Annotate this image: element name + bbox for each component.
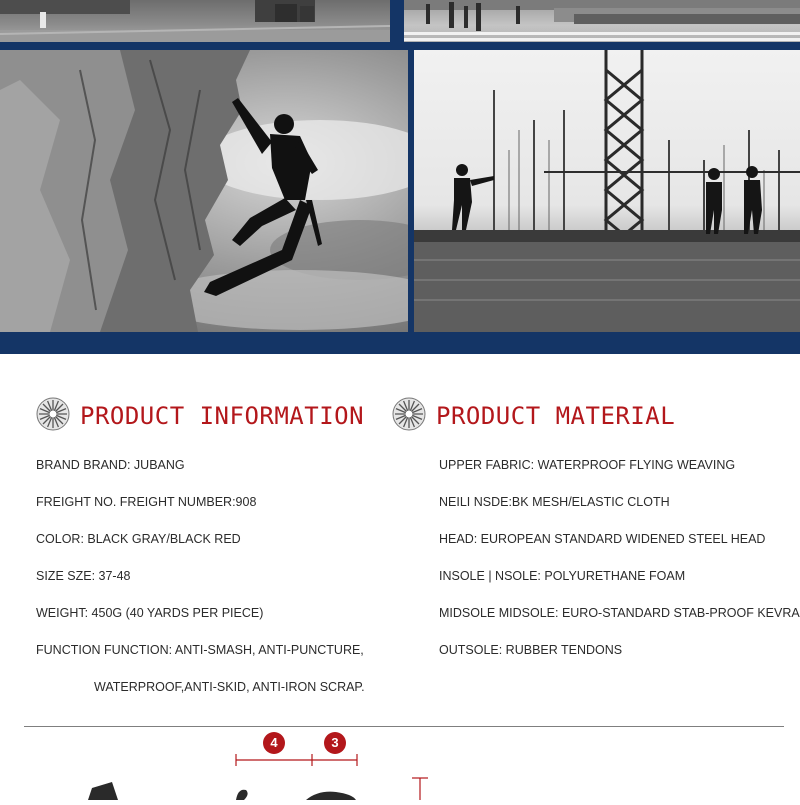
product-material-title: PRODUCT MATERIAL (436, 402, 676, 430)
rock-climber-photo (0, 50, 408, 332)
dimension-lines (0, 740, 800, 800)
material-line-head: HEAD: EUROPEAN STANDARD WIDENED STEEL HEAD (439, 532, 766, 546)
sunburst-icon (36, 397, 70, 431)
material-line-midsole: MIDSOLE MIDSOLE: EURO-STANDARD STAB-PROOF KEVRA (439, 606, 800, 620)
info-line-function-continued: WATERPROOF,ANTI-SKID, ANTI-IRON SCRAP. (94, 680, 365, 694)
info-line-function: FUNCTION FUNCTION: ANTI-SMASH, ANTI-PUNCTURE, (36, 643, 364, 657)
info-line-brand: BRAND BRAND: JUBANG (36, 458, 185, 472)
info-line-freight-number: FREIGHT NO. FREIGHT NUMBER:908 (36, 495, 257, 509)
material-line-insole: INSOLE | NSOLE: POLYURETHANE FOAM (439, 569, 686, 583)
info-line-size: SIZE SZE: 37-48 (36, 569, 131, 583)
street-scene-photo (0, 0, 390, 42)
material-line-upper-fabric: UPPER FABRIC: WATERPROOF FLYING WEAVING (439, 458, 736, 472)
crosswalk-scene-photo (404, 0, 800, 42)
sunburst-icon (392, 397, 426, 431)
product-information-title: PRODUCT INFORMATION (80, 402, 365, 430)
section-divider (24, 726, 784, 727)
construction-workers-photo (414, 50, 800, 332)
material-line-outsole: OUTSOLE: RUBBER TENDONS (439, 643, 623, 657)
callout-badge-4: 4 (263, 732, 285, 754)
callout-badge-3: 3 (324, 732, 346, 754)
info-line-color: COLOR: BLACK GRAY/BLACK RED (36, 532, 241, 546)
info-line-weight: WEIGHT: 450G (40 YARDS PER PIECE) (36, 606, 264, 620)
material-line-lining: NEILI NSDE:BK MESH/ELASTIC CLOTH (439, 495, 670, 509)
